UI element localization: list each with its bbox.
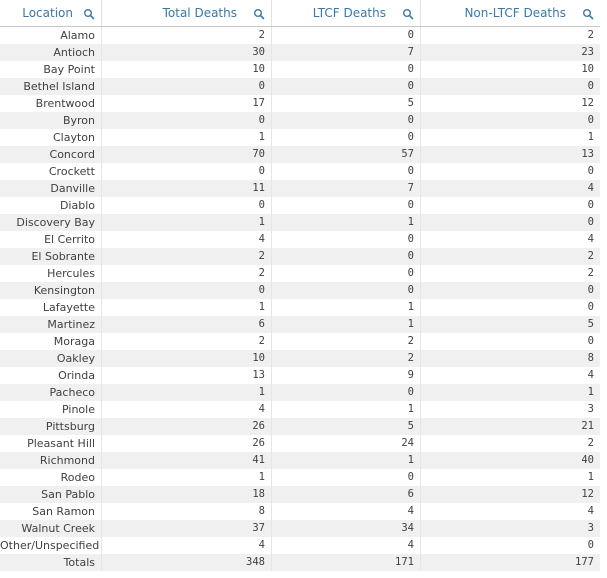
location-cell: Moraga [0, 333, 102, 350]
total-cell: 13 [102, 367, 272, 384]
table-row[interactable] [0, 265, 600, 282]
location-cell: Alamo [0, 27, 102, 44]
ltcf-cell: 1 [272, 316, 421, 333]
total-cell: 0 [102, 78, 272, 95]
table-row[interactable] [0, 27, 600, 44]
ltcf-cell: 0 [272, 384, 421, 401]
ltcf-cell: 0 [272, 112, 421, 129]
total-cell: 2 [102, 265, 272, 282]
column-header-non-ltcf-deaths[interactable] [421, 0, 600, 26]
non-ltcf-cell: 0 [587, 284, 594, 296]
table-row[interactable] [0, 197, 600, 214]
ltcf-cell: 0 [272, 61, 421, 78]
ltcf-cell: 0 [272, 282, 421, 299]
table-row[interactable] [0, 350, 600, 367]
ltcf-cell: 0 [272, 129, 421, 146]
table-row[interactable] [0, 452, 600, 469]
search-icon[interactable] [582, 8, 594, 20]
location-cell: Pittsburg [0, 418, 102, 435]
search-icon[interactable] [253, 8, 265, 20]
ltcf-cell: 1 [272, 401, 421, 418]
ltcf-cell: 0 [272, 231, 421, 248]
total-cell: 1 [102, 214, 272, 231]
non-ltcf-cell: 4 [587, 505, 594, 517]
total-cell: 1 [102, 384, 272, 401]
table-row[interactable] [0, 61, 600, 78]
non-ltcf-cell: 177 [575, 556, 594, 568]
table-row[interactable] [0, 78, 600, 95]
location-cell: Oakley [0, 350, 102, 367]
total-cell: 6 [102, 316, 272, 333]
ltcf-cell: 5 [272, 418, 421, 435]
ltcf-cell: 7 [272, 180, 421, 197]
total-cell: 1 [102, 129, 272, 146]
location-cell: Crockett [0, 163, 102, 180]
non-ltcf-cell: 3 [587, 522, 594, 534]
non-ltcf-cell: 23 [581, 46, 594, 58]
ltcf-cell: 4 [272, 537, 421, 554]
ltcf-cell: 7 [272, 44, 421, 61]
location-cell: El Cerrito [0, 231, 102, 248]
non-ltcf-cell: 2 [587, 29, 594, 41]
total-cell: 2 [102, 27, 272, 44]
column-header-total-deaths[interactable] [102, 0, 272, 26]
location-cell: Brentwood [0, 95, 102, 112]
table-row[interactable] [0, 418, 600, 435]
location-cell: Bay Point [0, 61, 102, 78]
total-cell: 0 [102, 197, 272, 214]
location-cell: San Pablo [0, 486, 102, 503]
table-row[interactable] [0, 503, 600, 520]
ltcf-cell: 0 [272, 27, 421, 44]
table-row[interactable] [0, 384, 600, 401]
location-cell: Danville [0, 180, 102, 197]
non-ltcf-cell: 1 [587, 471, 594, 483]
location-cell: Pacheco [0, 384, 102, 401]
non-ltcf-cell: 10 [581, 63, 594, 75]
total-cell: 8 [102, 503, 272, 520]
location-cell: Totals [0, 554, 102, 571]
total-cell: 17 [102, 95, 272, 112]
ltcf-cell: 1 [272, 214, 421, 231]
table-row[interactable] [0, 146, 600, 163]
non-ltcf-cell: 0 [587, 80, 594, 92]
ltcf-cell: 4 [272, 503, 421, 520]
total-cell: 70 [102, 146, 272, 163]
column-header-ltcf-deaths[interactable] [272, 0, 421, 26]
non-ltcf-cell: 0 [587, 216, 594, 228]
total-cell: 26 [102, 418, 272, 435]
ltcf-cell: 1 [272, 452, 421, 469]
location-cell: Clayton [0, 129, 102, 146]
column-header-label: LTCF Deaths [312, 6, 386, 20]
total-cell: 26 [102, 435, 272, 452]
table-row[interactable] [0, 367, 600, 384]
table-row[interactable] [0, 299, 600, 316]
non-ltcf-cell: 1 [587, 131, 594, 143]
table-row[interactable] [0, 435, 600, 452]
total-cell: 11 [102, 180, 272, 197]
total-cell: 10 [102, 350, 272, 367]
total-cell: 2 [102, 333, 272, 350]
table-row[interactable] [0, 401, 600, 418]
ltcf-cell: 0 [272, 265, 421, 282]
non-ltcf-cell: 0 [587, 539, 594, 551]
table-row[interactable] [0, 163, 600, 180]
table-row[interactable] [0, 214, 600, 231]
total-cell: 10 [102, 61, 272, 78]
ltcf-cell: 34 [272, 520, 421, 537]
table-row[interactable] [0, 316, 600, 333]
non-ltcf-cell: 0 [587, 199, 594, 211]
totals-row[interactable] [0, 554, 600, 571]
table-row[interactable] [0, 248, 600, 265]
table-body [0, 27, 600, 571]
table-row[interactable] [0, 231, 600, 248]
total-cell: 0 [102, 282, 272, 299]
non-ltcf-cell: 4 [587, 233, 594, 245]
table-row[interactable] [0, 112, 600, 129]
total-cell: 2 [102, 248, 272, 265]
location-cell: Bethel Island [0, 78, 102, 95]
non-ltcf-cell: 2 [587, 250, 594, 262]
total-cell: 1 [102, 299, 272, 316]
table-row[interactable] [0, 44, 600, 61]
table-row[interactable] [0, 469, 600, 486]
non-ltcf-cell: 13 [581, 148, 594, 160]
location-cell: Rodeo [0, 469, 102, 486]
column-header-location[interactable] [0, 0, 102, 26]
ltcf-cell: 171 [272, 554, 421, 571]
non-ltcf-cell: 2 [587, 437, 594, 449]
total-cell: 0 [102, 163, 272, 180]
non-ltcf-cell: 12 [581, 488, 594, 500]
ltcf-cell: 24 [272, 435, 421, 452]
ltcf-cell: 0 [272, 469, 421, 486]
non-ltcf-cell: 5 [587, 318, 594, 330]
location-cell: Concord [0, 146, 102, 163]
table-row[interactable] [0, 129, 600, 146]
location-cell: Lafayette [0, 299, 102, 316]
total-cell: 348 [102, 554, 272, 571]
total-cell: 4 [102, 401, 272, 418]
table-row[interactable] [0, 180, 600, 197]
non-ltcf-cell: 2 [587, 267, 594, 279]
total-cell: 30 [102, 44, 272, 61]
table-row[interactable] [0, 486, 600, 503]
table-row[interactable] [0, 520, 600, 537]
ltcf-cell: 2 [272, 333, 421, 350]
location-cell: Hercules [0, 265, 102, 282]
total-cell: 1 [102, 469, 272, 486]
total-cell: 4 [102, 537, 272, 554]
location-cell: San Ramon [0, 503, 102, 520]
location-cell: Antioch [0, 44, 102, 61]
ltcf-cell: 57 [272, 146, 421, 163]
location-cell: Diablo [0, 197, 102, 214]
location-cell: Byron [0, 112, 102, 129]
ltcf-cell: 0 [272, 163, 421, 180]
ltcf-cell: 0 [272, 248, 421, 265]
non-ltcf-cell: 8 [587, 352, 594, 364]
column-header-label: Non-LTCF Deaths [464, 6, 566, 20]
non-ltcf-cell: 0 [587, 114, 594, 126]
non-ltcf-cell: 0 [587, 335, 594, 347]
non-ltcf-cell: 4 [587, 369, 594, 381]
ltcf-cell: 0 [272, 78, 421, 95]
location-cell: Kensington [0, 282, 102, 299]
ltcf-cell: 0 [272, 197, 421, 214]
non-ltcf-cell: 21 [581, 420, 594, 432]
ltcf-cell: 6 [272, 486, 421, 503]
non-ltcf-cell: 3 [587, 403, 594, 415]
table-row[interactable] [0, 537, 600, 554]
table-row[interactable] [0, 282, 600, 299]
ltcf-cell: 2 [272, 350, 421, 367]
total-cell: 18 [102, 486, 272, 503]
column-header-label: Location [22, 6, 73, 20]
total-cell: 0 [102, 112, 272, 129]
location-cell: Richmond [0, 452, 102, 469]
location-cell: Pleasant Hill [0, 435, 102, 452]
non-ltcf-cell: 40 [581, 454, 594, 466]
location-cell: Martinez [0, 316, 102, 333]
total-cell: 41 [102, 452, 272, 469]
location-cell: Other/Unspecified [0, 537, 102, 554]
total-cell: 4 [102, 231, 272, 248]
non-ltcf-cell: 0 [587, 165, 594, 177]
location-cell: Walnut Creek [0, 520, 102, 537]
table-row[interactable] [0, 95, 600, 112]
table-row[interactable] [0, 333, 600, 350]
ltcf-cell: 5 [272, 95, 421, 112]
table-header [0, 0, 600, 27]
non-ltcf-cell: 4 [587, 182, 594, 194]
search-icon[interactable] [402, 8, 414, 20]
location-cell: El Sobrante [0, 248, 102, 265]
location-cell: Orinda [0, 367, 102, 384]
column-header-label: Total Deaths [162, 6, 237, 20]
location-cell: Pinole [0, 401, 102, 418]
non-ltcf-cell: 1 [587, 386, 594, 398]
non-ltcf-cell: 12 [581, 97, 594, 109]
location-cell: Discovery Bay [0, 214, 102, 231]
ltcf-cell: 1 [272, 299, 421, 316]
non-ltcf-cell: 0 [587, 301, 594, 313]
total-cell: 37 [102, 520, 272, 537]
search-icon[interactable] [83, 8, 95, 20]
vertical-scrollbar-track[interactable] [600, 27, 607, 578]
ltcf-cell: 9 [272, 367, 421, 384]
